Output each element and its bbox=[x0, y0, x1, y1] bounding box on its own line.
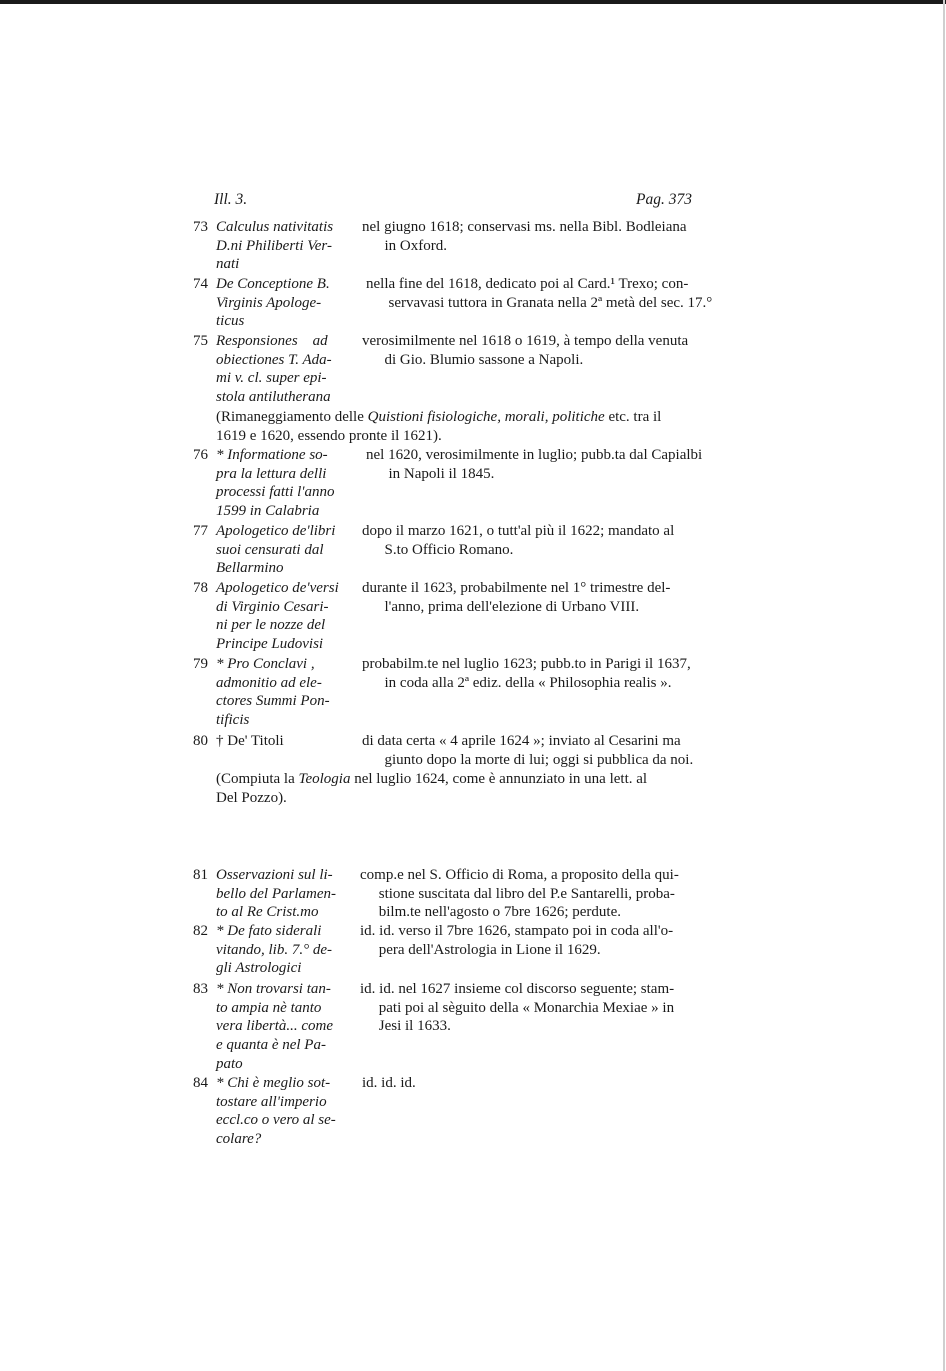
page-right-edge bbox=[943, 0, 945, 1371]
entry-description: comp.e nel S. Officio di Roma, a proposito della qui- stione suscitata dal libro del P.e Santarelli, proba- bilm.te nell'agosto o 7bre 1626; perdute. bbox=[360, 867, 679, 921]
entry-title: Apologetico de'libri suoi censurati dal Bellarmino bbox=[216, 523, 336, 577]
section-header: Ill. 3. bbox=[214, 191, 248, 208]
entry-description: verosimilmente nel 1618 o 1619, à tempo della venuta di Gio. Blumio sassone a Napoli. bbox=[362, 333, 689, 368]
entry-description: id. id. id. bbox=[362, 1075, 416, 1091]
page-top-edge bbox=[0, 0, 946, 4]
entry-title: Osservazioni sul li- bello del Parlamen- to al Re Crist.mo bbox=[216, 867, 336, 921]
entry-number: 82 bbox=[193, 923, 208, 939]
entry-title: * Chi è meglio sot- tostare all'imperio eccl.co o vero al se- colare? bbox=[216, 1075, 336, 1148]
editorial-note: (Compiuta la Teologia nel luglio 1624, come è annunziato in una lett. al Del Pozzo). bbox=[216, 771, 648, 806]
entry-description: probabilm.te nel luglio 1623; pubb.to in Parigi il 1637, in coda alla 2ª ediz. della « Philosophia realis ». bbox=[362, 656, 691, 691]
entry-title: Responsiones ad obiectiones T. Ada- mi v. cl. super epi- stola antilutherana bbox=[216, 333, 332, 406]
entry-number: 84 bbox=[193, 1075, 208, 1091]
entry-title: * Informatione so- pra la lettura delli processi fatti l'anno 1599 in Calabria bbox=[216, 447, 335, 520]
entry-number: 76 bbox=[193, 447, 208, 463]
entry-number: 79 bbox=[193, 656, 208, 672]
entry-title: De Conceptione B. Virginis Apologe- ticus bbox=[216, 276, 330, 330]
entry-description: di data certa « 4 aprile 1624 »; inviato al Cesarini ma giunto dopo la morte di lui; oggi si pubblica da noi. bbox=[362, 733, 694, 768]
entry-title: Calculus nativitatis D.ni Philiberti Ver- nati bbox=[216, 219, 334, 273]
entry-number: 73 bbox=[193, 219, 208, 235]
entry-title: Apologetico de'versi di Virginio Cesari- ni per le nozze del Principe Ludovisi bbox=[216, 580, 339, 653]
entry-description: id. id. verso il 7bre 1626, stampato poi in coda all'o- pera dell'Astrologia in Lione il 1629. bbox=[360, 923, 674, 958]
entry-description: nel giugno 1618; conservasi ms. nella Bibl. Bodleiana in Oxford. bbox=[362, 219, 687, 254]
entry-title: * Pro Conclavi , admonitio ad ele- ctores Summi Pon- tificis bbox=[216, 656, 330, 729]
entry-title: † De' Titoli bbox=[216, 733, 284, 749]
entry-description: durante il 1623, probabilmente nel 1° trimestre del- l'anno, prima dell'elezione di Urbano VIII. bbox=[362, 580, 671, 615]
entry-description: id. id. nel 1627 insieme col discorso seguente; stam- pati poi al sèguito della « Monarchia Mexiae » in Jesi il 1633. bbox=[360, 981, 675, 1035]
entry-number: 77 bbox=[193, 523, 208, 539]
entry-number: 74 bbox=[193, 276, 208, 292]
entry-number: 78 bbox=[193, 580, 208, 596]
entry-description: nella fine del 1618, dedicato poi al Card.¹ Trexo; con- servavasi tuttora in Granata nella 2ª metà del sec. 17.° bbox=[366, 276, 713, 311]
entry-description: nel 1620, verosimilmente in luglio; pubb.ta dal Capialbi in Napoli il 1845. bbox=[366, 447, 703, 482]
entry-description: dopo il marzo 1621, o tutt'al più il 1622; mandato al S.to Officio Romano. bbox=[362, 523, 675, 558]
editorial-note: (Rimaneggiamento delle Quistioni fisiologiche, morali, politiche etc. tra il 1619 e 1620, essendo pronte il 1621). bbox=[216, 409, 662, 444]
entry-title: * De fato siderali vitando, lib. 7.° de- gli Astrologici bbox=[216, 923, 332, 977]
page-number: Pag. 373 bbox=[636, 191, 692, 208]
entry-number: 81 bbox=[193, 867, 208, 883]
entry-title: * Non trovarsi tan- to ampia nè tanto vera libertà... come e quanta è nel Pa- pato bbox=[216, 981, 334, 1072]
entry-number: 83 bbox=[193, 981, 208, 997]
entry-number: 80 bbox=[193, 733, 208, 749]
entry-number: 75 bbox=[193, 333, 208, 349]
